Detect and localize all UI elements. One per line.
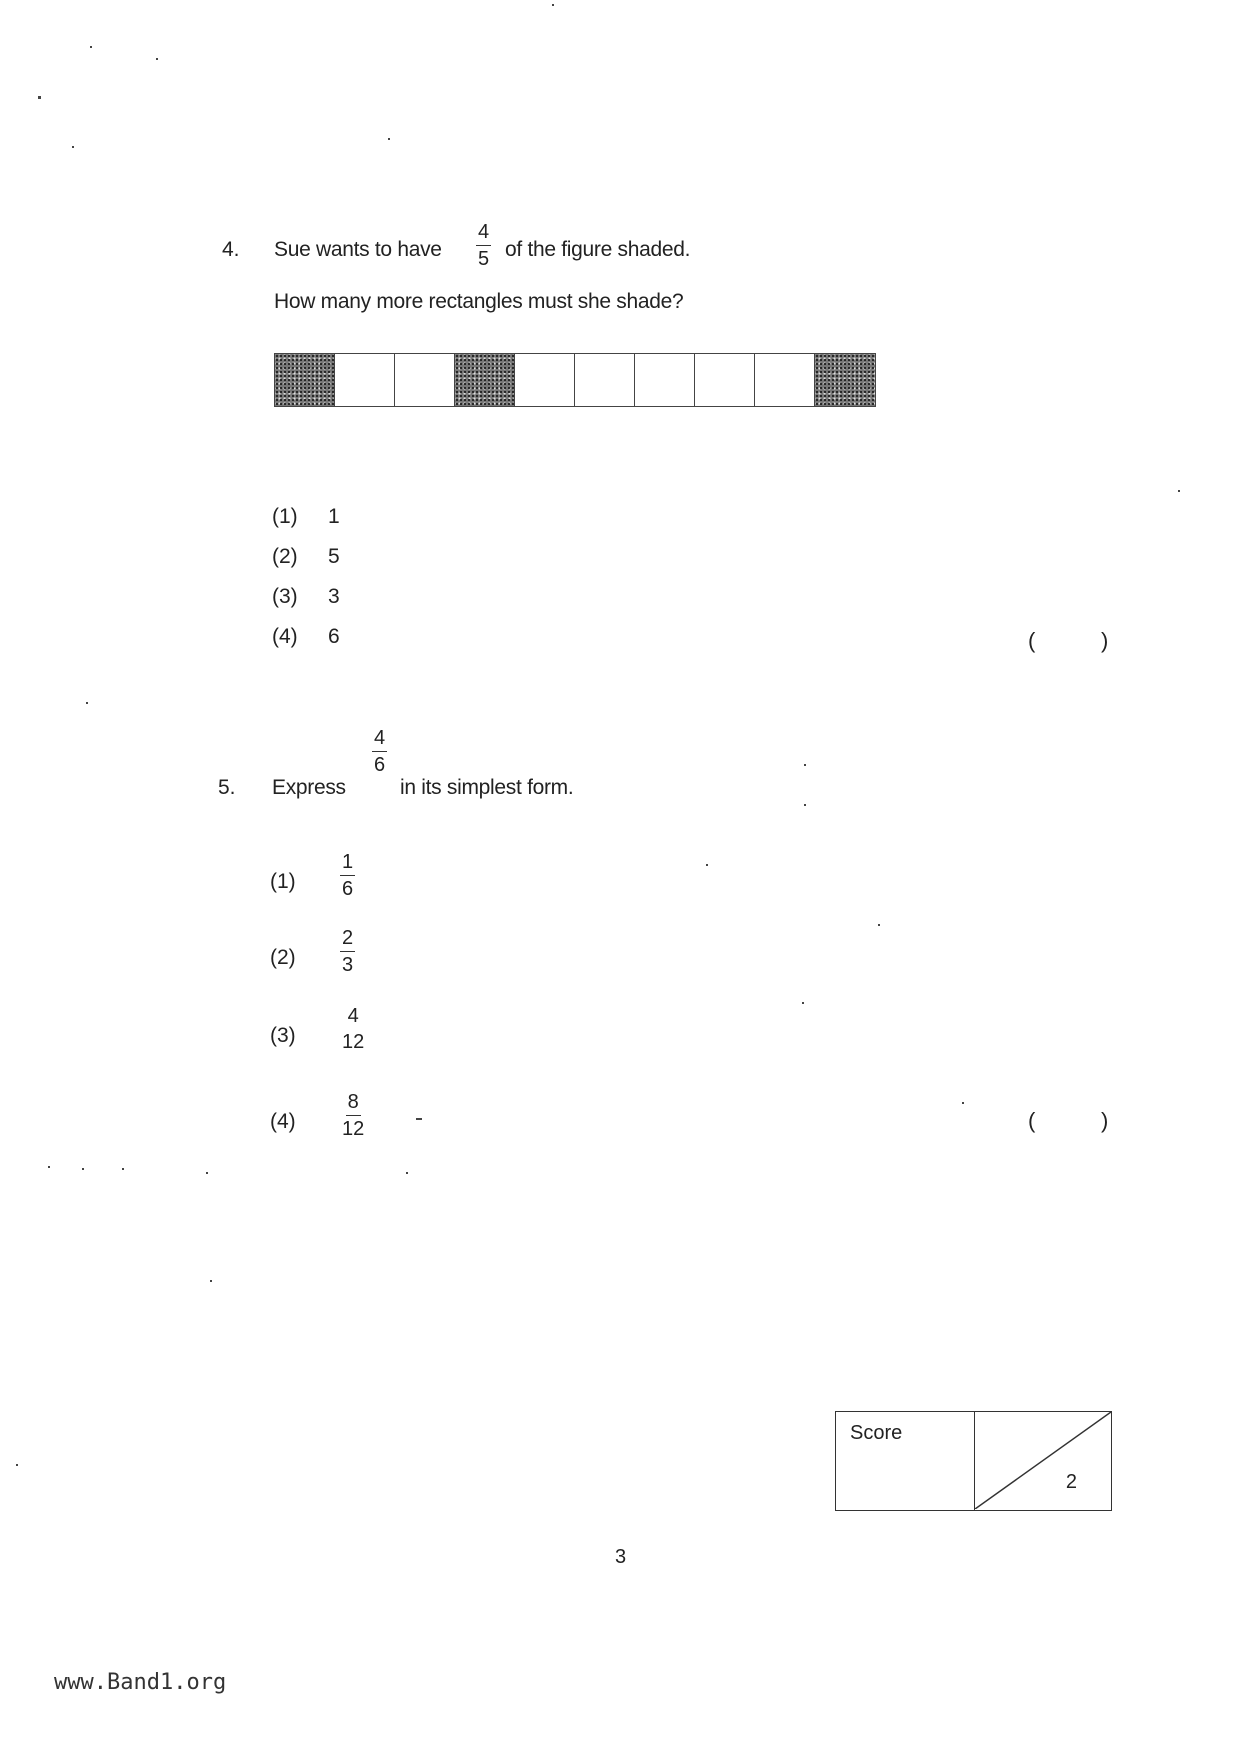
- q4-number: 4.: [222, 238, 240, 261]
- q4-option-value: 6: [328, 625, 340, 648]
- q5-answer-close-paren: ): [1101, 1108, 1109, 1133]
- q5-option-label: (4): [270, 1110, 296, 1133]
- q5-fraction: [372, 728, 387, 775]
- q4-fraction-numerator: 4: [476, 222, 491, 246]
- q4-option-value: 5: [328, 545, 340, 568]
- footer-url: www.Band1.org: [54, 1670, 227, 1695]
- q4-rectangle-figure: [274, 353, 876, 407]
- q4-option-value: 3: [328, 585, 340, 608]
- q4-option-label: (1): [272, 505, 298, 528]
- q5-option-fraction: [340, 928, 355, 975]
- q5-fraction-denominator: 6: [374, 754, 386, 776]
- q5-option-label: (3): [270, 1024, 296, 1047]
- shaded-rectangle: [455, 354, 515, 406]
- unshaded-rectangle: [695, 354, 755, 406]
- q5-number: 5.: [218, 776, 236, 799]
- q4-answer-close-paren: ): [1101, 628, 1109, 653]
- q5-option-numerator: 1: [340, 852, 355, 876]
- page-number: 3: [615, 1546, 627, 1568]
- unshaded-rectangle: [755, 354, 815, 406]
- q4-fraction-denominator: 5: [478, 248, 490, 270]
- unshaded-rectangle: [575, 354, 635, 406]
- unshaded-rectangle: [635, 354, 695, 406]
- q5-fraction-numerator: 4: [372, 728, 387, 752]
- q5-answer-open-paren: (: [1028, 1108, 1036, 1133]
- q5-option-denominator: 12: [342, 1118, 365, 1140]
- q4-text-after: of the figure shaded.: [505, 238, 691, 261]
- shaded-rectangle: [815, 354, 875, 406]
- score-label: Score: [850, 1422, 903, 1444]
- q4-option-value: 1: [328, 505, 340, 528]
- q4-option-label: (3): [272, 585, 298, 608]
- q5-text-after: in its simplest form.: [400, 776, 574, 799]
- score-max: 2: [1065, 1471, 1077, 1493]
- q4-option-label: (4): [272, 625, 298, 648]
- q4-text-before: Sue wants to have: [274, 238, 442, 261]
- q5-option-label: (2): [270, 946, 296, 969]
- unshaded-rectangle: [335, 354, 395, 406]
- q4-question: How many more rectangles must she shade?: [274, 290, 684, 313]
- q4-option-label: (2): [272, 545, 298, 568]
- q4-fraction: [476, 222, 491, 269]
- score-value-cell: [975, 1412, 1111, 1510]
- q5-option-numerator: 8: [346, 1092, 361, 1116]
- q5-option-denominator: 12: [342, 1031, 365, 1053]
- q5-option-fraction: [340, 852, 355, 899]
- score-diagonal-line: [975, 1412, 1111, 1509]
- q5-option-numerator: 4: [347, 1005, 359, 1027]
- q5-option-label: (1): [270, 870, 296, 893]
- score-label-cell: [836, 1412, 975, 1510]
- unshaded-rectangle: [515, 354, 575, 406]
- q5-option-fraction: [340, 1006, 366, 1052]
- shaded-rectangle: [275, 354, 335, 406]
- score-box: [835, 1411, 1112, 1511]
- q5-option-denominator: 3: [342, 954, 354, 976]
- q5-option-fraction: [340, 1092, 366, 1139]
- q5-text-before: Express: [272, 776, 346, 799]
- q5-option-denominator: 6: [342, 878, 354, 900]
- unshaded-rectangle: [395, 354, 455, 406]
- q5-option-numerator: 2: [340, 928, 355, 952]
- q4-answer-open-paren: (: [1028, 628, 1036, 653]
